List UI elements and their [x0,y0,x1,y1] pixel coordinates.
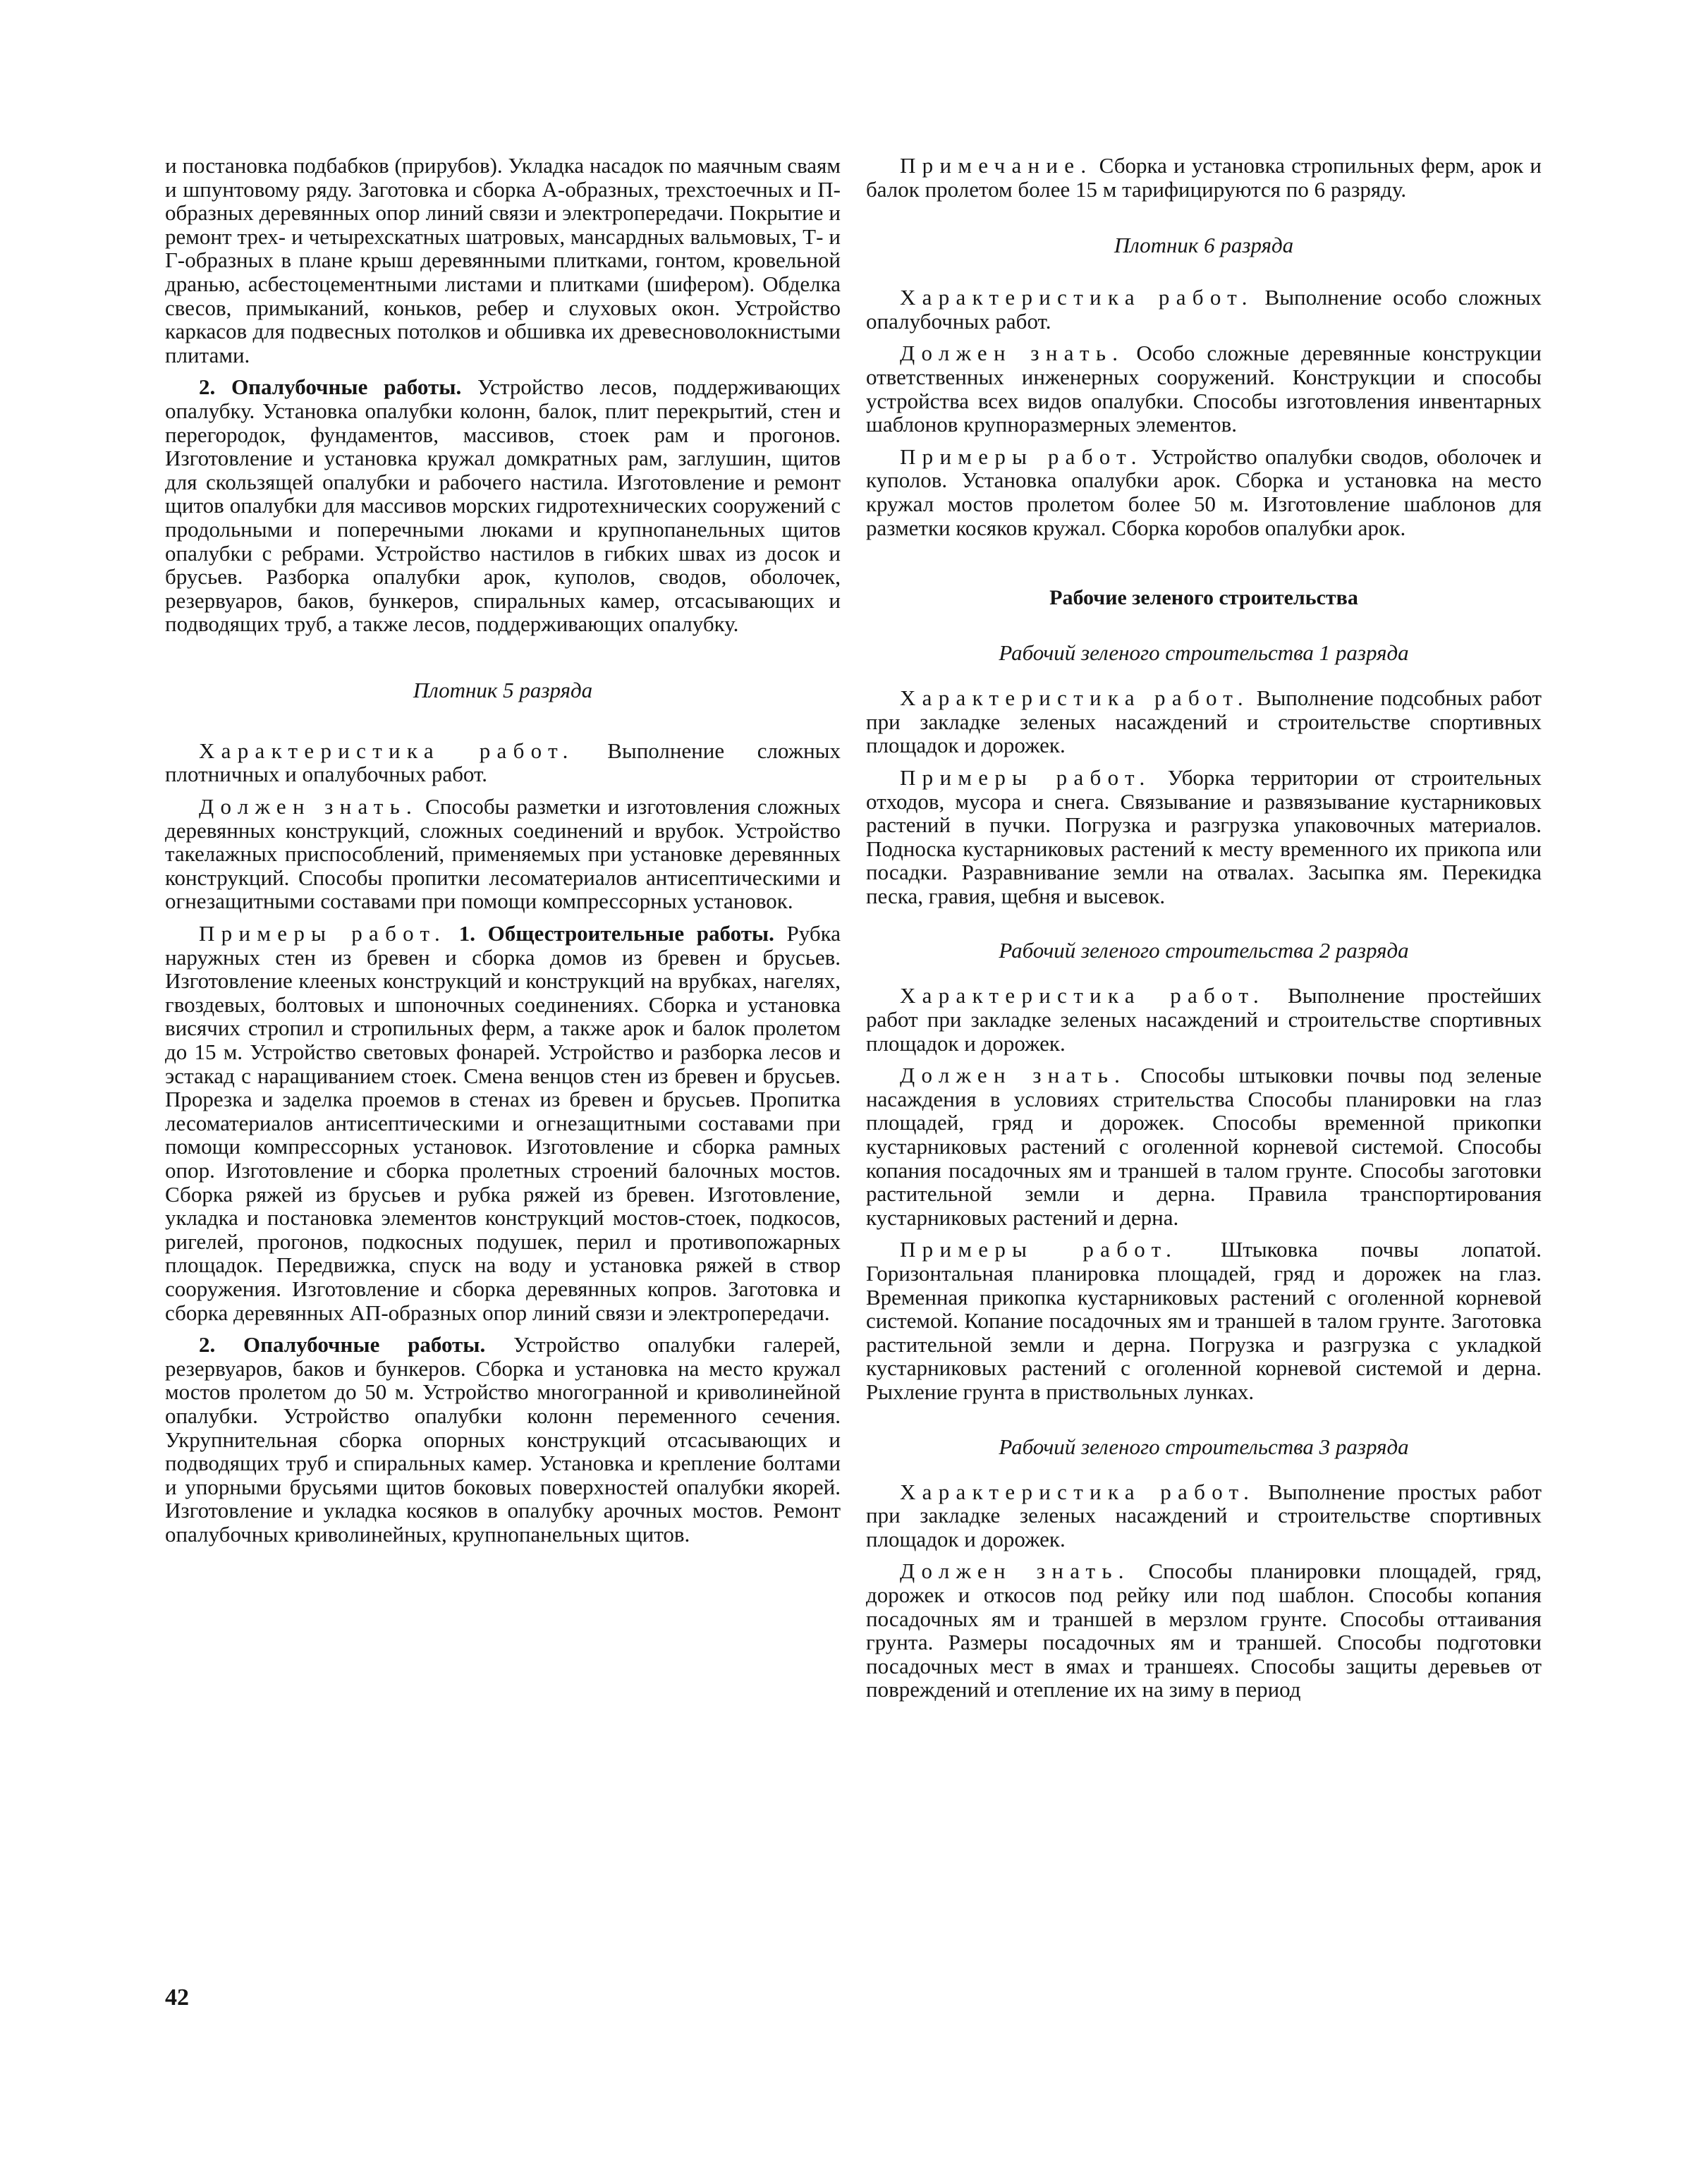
right-column [866,154,1542,1702]
paragraph-examples-6: Примеры работ. Устройство опалубки сводов, оболочек и куполов. Установка опалубки арок. Сборка и установка на место кружал мостов пролетом более 50 м. Изготовление шаблонов для разметки косяков кружал. Сборка коробов опалубки арок. [866,444,1542,540]
paragraph-g3-characteristic: Характеристика работ. Выполнение простых работ при закладке зеленых насаждений и строительстве спортивных площадок и дорожек. [866,1479,1542,1551]
label-must-know: Должен знать. [199,794,419,819]
label-note: Примечание. [900,153,1093,178]
label-examples: Примеры работ. [199,921,447,946]
paragraph-g3-must-know: Должен знать. Способы планировки площадей, гряд, дорожек и откосов под рейку или под шаблон. Способы копания посадочных ям и траншей в мерзлом грунте. Способы оттаивания грунта. Размеры посадочных ям и траншей. Способы подготовки посадочных мест в ямах и траншеях. Способы защиты деревьев от повреждений и отепление их на зиму в период [866,1559,1542,1702]
heading-green-worker-3: Рабочий зеленого строительства 3 разряда [999,1434,1409,1459]
paragraph-g1-characteristic: Характеристика работ. Выполнение подсобных работ при закладке зеленых насаждений и строительстве спортивных площадок и дорожек. [866,685,1542,758]
paragraph-examples-5: Примеры работ. 1. Общестроительные работы. Рубка наружных стен из бревен и сборка домов из бревен и брусьев. Изготовление клееных конструкций и конструкций на врубках, нагелях, гвоздевых, болтовых и шпоночных соединениях. Сборка и установка висячих стропил и стропильных ферм, а также арок и балок пролетом до 15 м. Устройство световых фонарей. Устройство и разборка лесов и эстакад с наращиванием стоек. Смена венцов стен из бревен и брусьев. Прорезка и заделка проемов в стенах из бревен и брусьев. Пропитка лесоматериалов антисептическими и огнезащитными составами при помощи компрессорных установок. Изготовление и сборка рамных опор. Изготовление и сборка пролетных строений балочных мостов. Сборка ряжей из брусьев и рубка ряжей из бревен. Изготовление, укладка и постановка элементов конструкций мостов-стоек, подкосов, ригелей, прогонов, подкосных подушек, перил и противопожарных площадок. Передвижка, спуск на воду и установка ряжей в створ сооружения. Изготовление и сборка деревянных копров. Заготовка и сборка деревянных АП-образных опор линий связи и электропередачи. [165,921,841,1325]
paragraph-examples-5-formwork: 2. Опалубочные работы. Устройство опалубки галерей, резервуаров, баков и бункеров. Сборка и установка на место кружал мостов пролетом до 50 м. Устройство многогранной и криволинейной опалубки. Устройство опалубки колонн переменного сечения. Укрупнительная сборка опорных конструкций отсасывающих и подводящих труб и спиральных камер. Установка и крепление болтами и упорными брусьями щитов боковых поверхностей опалубки якорей. Изготовление и укладка косяков в опалубку арочных мостов. Ремонт опалубочных криволинейных, крупнопанельных щитов. [165,1332,841,1547]
paragraph-roofing: и постановка подбабков (прирубов). Укладка насадок по маячным сваям и шпунтовому ряду. Заготовка и сборка А-образных, трехстоечных и П-образных деревянных опор линий связи и электропередачи. Покрытие и ремонт трех- и четырехскатных шатровых, мансардных вальмовых, Т- и Г-образных в плане крыш деревянными плитками, гонтом, кровельной дранью, асбестоцементными листами и плитками (шифером). Обделка свесов, примыканий, коньков, ребер и слуховых окон. Устройство каркасов для подвесных потолков и обшивка их древесноволокнистыми плитами. [165,153,841,367]
paragraph-formwork: 2. Опалубочные работы. Устройство лесов, поддерживающих опалубку. Установка опалубки колонн, балок, плит перекрытий, стен и перегородок, фундаментов, массивов, стоек рам и прогонов. Изготовление и установка кружал домкратных рам, заглушин, щитов для скользящей опалубки и рабочего настила. Изготовление и ремонт щитов опалубки для массивов морских гидротехнических сооружений с продольными и поперечными люками и крупнопанельных щитов опалубки с ребрами. Устройство настилов в гибких швах из досок и брусьев. Разборка опалубки арок, куполов, сводов, оболочек, резервуаров, баков, бункеров, спиральных камер, отсасывающих и подводящих труб, а также лесов, поддерживающих опалубку. [165,374,841,637]
paragraph-must-know-6: Должен знать. Особо сложные деревянные конструкции ответственных инженерных сооружений. Конструкции и способы устройства всех видов опалубки. Способы изготовления инвентарных шаблонов крупноразмерных элементов. [866,341,1542,437]
paragraph-g2-characteristic: Характеристика работ. Выполнение простейших работ при закладке зеленых насаждений и строительстве спортивных площадок и дорожек. [866,983,1542,1056]
left-column [165,154,841,1546]
heading-green-worker-2: Рабочий зеленого строительства 2 разряда [999,938,1409,963]
paragraph-characteristic-5: Характеристика работ. Выполнение сложных плотничных и опалубочных работ. [165,738,841,787]
paragraph-characteristic-6: Характеристика работ. Выполнение особо сложных опалубочных работ. [866,285,1542,334]
paragraph-g2-examples: Примеры работ. Штыковка почвы лопатой. Горизонтальная планировка площадей, гряд и дорожек на глаз. Временная прикопка кустарниковых растений с оголенной корневой системой. Копание посадочных ям и траншей в талом грунте. Заготовка растительной земли и дерна. Погрузка и разгрузка с укладкой кустарниковых растений с оголенной корневой системой и дерна. Рыхление грунта в приствольных лунках. [866,1237,1542,1404]
paragraph-must-know-5: Должен знать. Способы разметки и изготовления сложных деревянных конструкций, сложных соединений и врубок. Устройство такелажных приспособлений, применяемых при установке деревянных конструкций. Способы пропитки лесоматериалов антисептическими и огнезащитными составами при помощи компрессорных установок. [165,794,841,914]
heading-green-worker-1: Рабочий зеленого строительства 1 разряда [999,640,1409,666]
paragraph-g1-examples: Примеры работ. Уборка территории от строительных отходов, мусора и снега. Связывание и развязывание кустарниковых растений в пучки. Погрузка и разгрузка упаковочных материалов. Подноска кустарниковых растений к месту временного их прикопа или посадки. Разравнивание земли на отвалах. Засыпка ям. Перекидка песка, гравия, щебня и высевок. [866,764,1542,908]
label-characteristic: Характеристика работ. [199,738,575,763]
heading-carpenter-6: Плотник 6 разряда [1114,233,1294,258]
paragraph-note: Примечание. Сборка и установка стропильных ферм, арок и балок пролетом более 15 м тарифицируются по 6 разряду. [866,153,1542,202]
page-number: 42 [165,1984,189,2011]
heading-carpenter-5: Плотник 5 разряда [413,677,593,702]
section-title-green-construction: Рабочие зеленого строительства [1049,586,1358,610]
paragraph-g2-must-know: Должен знать. Способы штыковки почвы под зеленые насаждения в условиях стрительства Способы планировки на глаз площадей, гряд и дорожек. Способы временной прикопки кустарниковых растений с оголенной корневой системой. Способы копания посадочных ям и траншей в талом грунте. Способы заготовки растительной земли и дерна. Правила транспортирования кустарниковых растений и дерна. [866,1063,1542,1230]
formwork-lead: 2. Опалубочные работы. [199,374,462,400]
